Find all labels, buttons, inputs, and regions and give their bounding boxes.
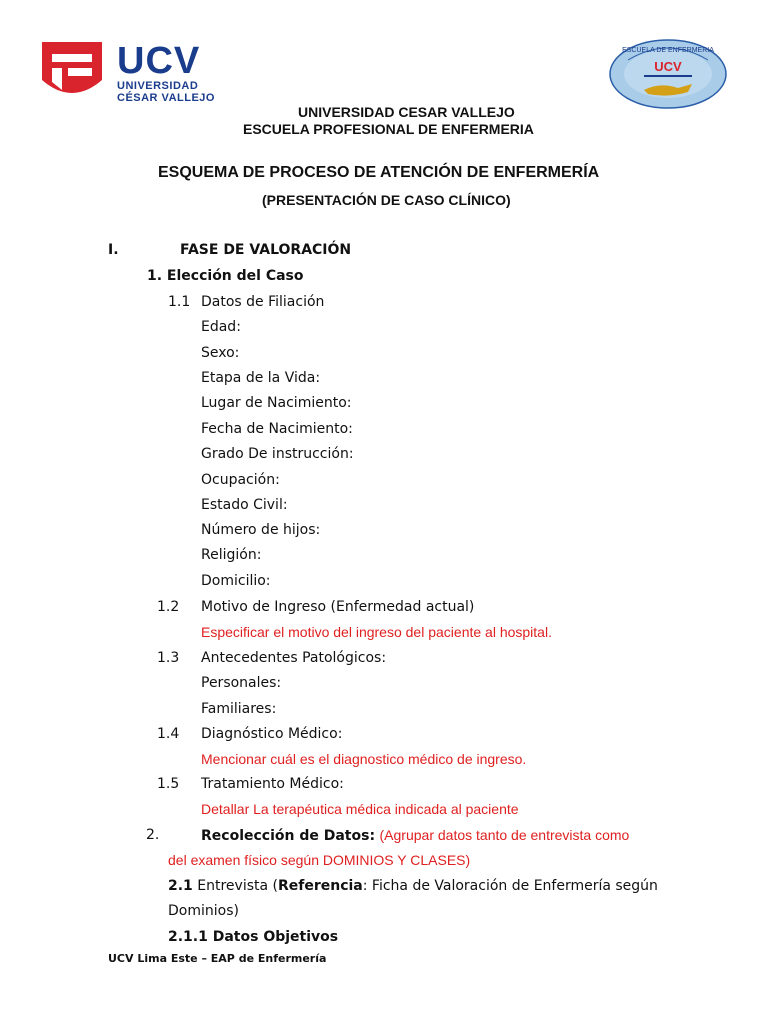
- section-numeral: I.: [108, 242, 119, 258]
- field-label: Ocupación:: [201, 472, 280, 488]
- item-1-5-number: 1.5: [157, 776, 180, 792]
- item-1-3-label: Antecedentes Patológicos:: [201, 650, 387, 666]
- field-label: Fecha de Nacimiento:: [201, 421, 353, 437]
- ucv-line1: UNIVERSIDAD: [117, 80, 199, 92]
- page-title: ESQUEMA DE PROCESO DE ATENCIÓN DE ENFERMERÍA: [158, 164, 600, 181]
- item-1-3-number: 1.3: [157, 650, 180, 666]
- page-subtitle: (PRESENTACIÓN DE CASO CLÍNICO): [262, 192, 511, 208]
- seal-icon: [608, 38, 728, 110]
- field-label: Estado Civil:: [201, 497, 288, 513]
- item-1-5-label: Tratamiento Médico:: [201, 776, 344, 792]
- item-2-label: Recolección de Datos: [201, 828, 370, 844]
- item-2-1-row: [168, 878, 658, 894]
- item-1-2-note: Especificar el motivo del ingreso del paciente al hospital.: [201, 624, 552, 640]
- item-1-2-label: Motivo de Ingreso (Enfermedad actual): [201, 599, 475, 615]
- item-1-heading: 1. Elección del Caso: [147, 268, 304, 284]
- item-2-1-text-c: Dominios): [168, 903, 239, 919]
- field-label: Etapa de la Vida:: [201, 370, 321, 386]
- item-1-4-note: Mencionar cuál es el diagnostico médico de ingreso.: [201, 751, 527, 767]
- item-1-5-note: Detallar La terapéutica médica indicada al paciente: [201, 801, 519, 817]
- item-1-2-number: 1.2: [157, 599, 180, 615]
- item-1-4-number: 1.4: [157, 726, 180, 742]
- item-1-1-number: 1.1: [168, 294, 191, 310]
- university-name: UNIVERSIDAD CESAR VALLEJO: [298, 104, 515, 120]
- page-footer: UCV Lima Este – EAP de Enfermería: [108, 952, 327, 965]
- field-label: Lugar de Nacimiento:: [201, 395, 352, 411]
- item-2-note-b: del examen físico según DOMINIOS Y CLASES): [168, 852, 471, 868]
- seal-center-text: UCV: [654, 59, 682, 74]
- item-2-1-text-a: Entrevista (: [197, 878, 278, 894]
- field-label: Domicilio:: [201, 573, 271, 589]
- ucv-shield-icon: [40, 40, 104, 106]
- item-2-number: 2.: [146, 827, 160, 843]
- ucv-brand-text: UCV: [117, 40, 201, 82]
- seal-top-text: ESCUELA DE ENFERMERIA: [622, 47, 714, 54]
- item-2-row: [201, 827, 629, 844]
- section-heading: FASE DE VALORACIÓN: [180, 242, 352, 258]
- item-2-1-reference: Referencia: [277, 878, 363, 894]
- field-label: Religión:: [201, 547, 262, 563]
- item-1-1-label: Datos de Filiación: [201, 294, 325, 310]
- item-1-4-label: Diagnóstico Médico:: [201, 726, 343, 742]
- field-label: Número de hijos:: [201, 522, 321, 538]
- field-label: Grado De instrucción:: [201, 446, 354, 462]
- ucv-line2: CÉSAR VALLEJO: [117, 92, 215, 104]
- field-label: Sexo:: [201, 345, 240, 361]
- item-1-3-personal: Personales:: [201, 675, 282, 691]
- item-2-note-a: (Agrupar datos tanto de entrevista como: [379, 827, 630, 843]
- item-2-1-text-b: : Ficha de Valoración de Enfermería según: [362, 878, 658, 894]
- field-label: Edad:: [201, 319, 241, 335]
- item-2-1-number: 2.1: [168, 878, 193, 894]
- school-name: ESCUELA PROFESIONAL DE ENFERMERIA: [243, 121, 534, 137]
- item-2-1-1-heading: 2.1.1 Datos Objetivos: [168, 929, 339, 945]
- item-2-colon: :: [369, 828, 376, 844]
- item-1-3-family: Familiares:: [201, 701, 277, 717]
